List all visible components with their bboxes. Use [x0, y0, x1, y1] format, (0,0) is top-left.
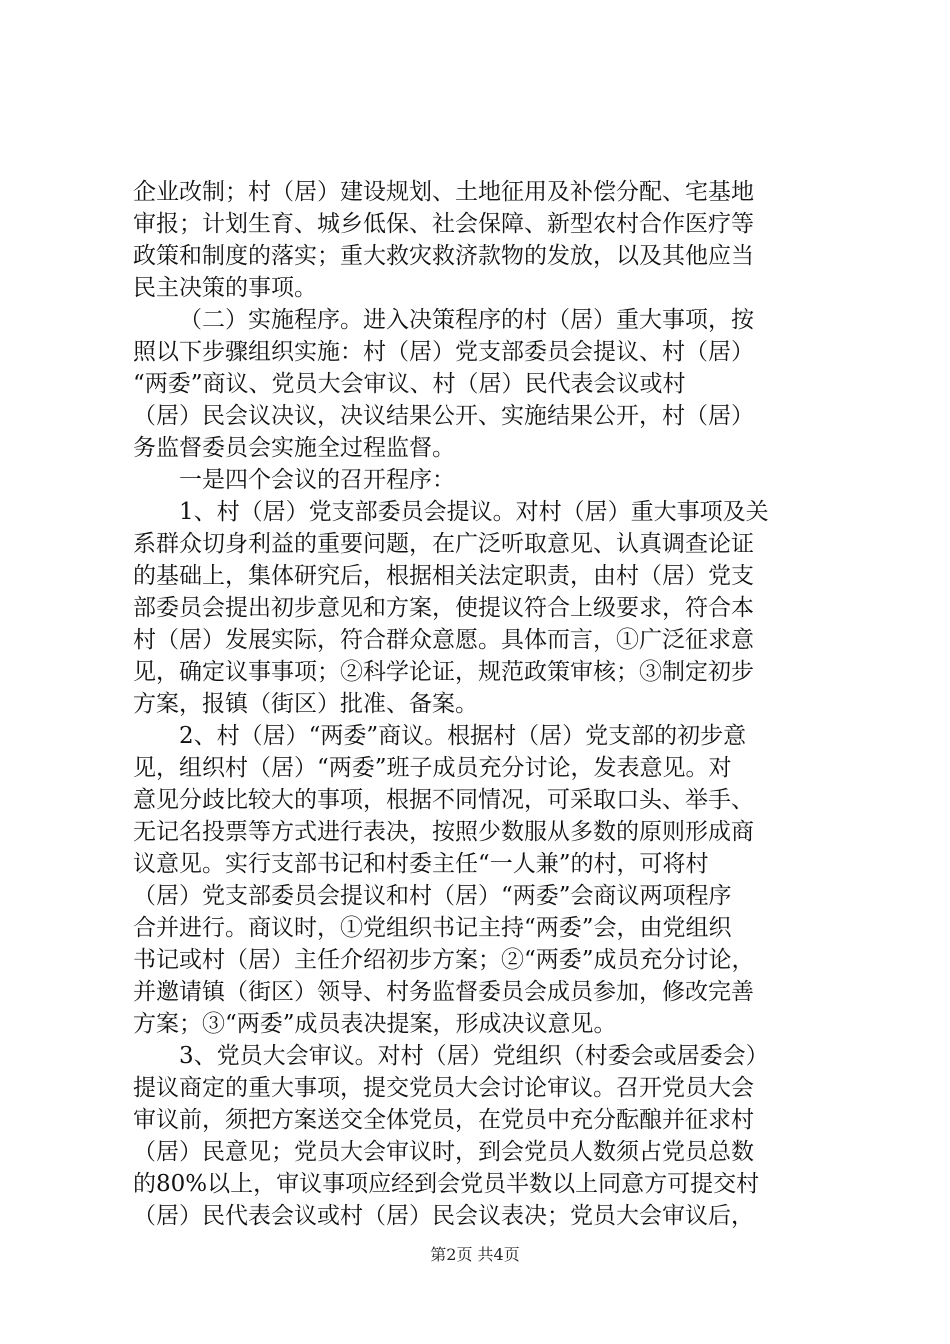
text-line: “两委”商议、党员大会审议、村（居）民代表会议或村	[133, 371, 686, 397]
text-line: 村（居）发展实际，符合群众意愿。具体而言，①广泛征求意	[133, 627, 754, 653]
text-line: 无记名投票等方式进行表决，按照少数服从多数的原则形成商	[133, 819, 754, 845]
text-line: 意见分歧比较大的事项，根据不同情况，可采取口头、举手、	[133, 787, 754, 813]
text-line: （居）党支部委员会提议和村（居）“两委”会商议两项程序	[133, 883, 732, 909]
text-line: 书记或村（居）主任介绍初步方案；②“两委”成员充分讨论，	[133, 947, 755, 973]
text-line: 务监督委员会实施全过程监督。	[133, 435, 455, 461]
text-line: 并邀请镇（街区）领导、村务监督委员会成员参加，修改完善	[133, 979, 754, 1005]
text-line: 审议前，须把方案送交全体党员，在党员中充分酝酿并征求村	[133, 1107, 754, 1133]
text-line: 一是四个会议的召开程序：	[179, 467, 455, 493]
text-line: 议意见。实行支部书记和村委主任“一人兼”的村，可将村	[133, 851, 709, 877]
text-line: （居）民意见；党员大会审议时，到会党员人数须占党员总数	[133, 1139, 754, 1165]
text-line: 照以下步骤组织实施：村（居）党支部委员会提议、村（居）	[133, 339, 754, 365]
text-line: 的基础上，集体研究后，根据相关法定职责，由村（居）党支	[133, 563, 754, 589]
text-line: 2、村（居）“两委”商议。根据村（居）党支部的初步意	[179, 723, 747, 749]
text-line: 部委员会提出初步意见和方案，使提议符合上级要求，符合本	[133, 595, 754, 621]
text-line: （二）实施程序。进入决策程序的村（居）重大事项，按	[179, 307, 754, 333]
text-line: 方案，报镇（街区）批准、备案。	[133, 691, 478, 717]
text-line: （居）民会议决议，决议结果公开、实施结果公开，村（居）	[133, 403, 754, 429]
text-line: 企业改制；村（居）建设规划、土地征用及补偿分配、宅基地	[133, 179, 754, 205]
text-line: 民主决策的事项。	[133, 275, 317, 301]
text-line: （居）民代表会议或村（居）民会议表决；党员大会审议后，	[133, 1203, 754, 1229]
text-line: 系群众切身利益的重要问题，在广泛听取意见、认真调查论证	[133, 531, 754, 557]
text-line: 政策和制度的落实；重大救灾救济款物的发放，以及其他应当	[133, 243, 754, 269]
text-line: 的80%以上，审议事项应经到会党员半数以上同意方可提交村	[133, 1171, 760, 1197]
page-footer: 第2页 共4页	[430, 1245, 520, 1264]
text-line: 审报；计划生育、城乡低保、社会保障、新型农村合作医疗等	[133, 211, 754, 237]
text-line: 方案；③“两委”成员表决提案，形成决议意见。	[133, 1011, 617, 1037]
text-line: 见，确定议事事项；②科学论证，规范政策审核；③制定初步	[133, 659, 754, 685]
text-line: 3、党员大会审议。对村（居）党组织（村委会或居委会）	[179, 1043, 769, 1069]
text-line: 见，组织村（居）“两委”班子成员充分讨论，发表意见。对	[133, 755, 732, 781]
text-line: 1、村（居）党支部委员会提议。对村（居）重大事项及关	[179, 499, 769, 525]
text-line: 合并进行。商议时，①党组织书记主持“两委”会，由党组织	[133, 915, 732, 941]
document-body	[133, 176, 833, 1232]
text-line: 提议商定的重大事项，提交党员大会讨论审议。召开党员大会	[133, 1075, 754, 1101]
